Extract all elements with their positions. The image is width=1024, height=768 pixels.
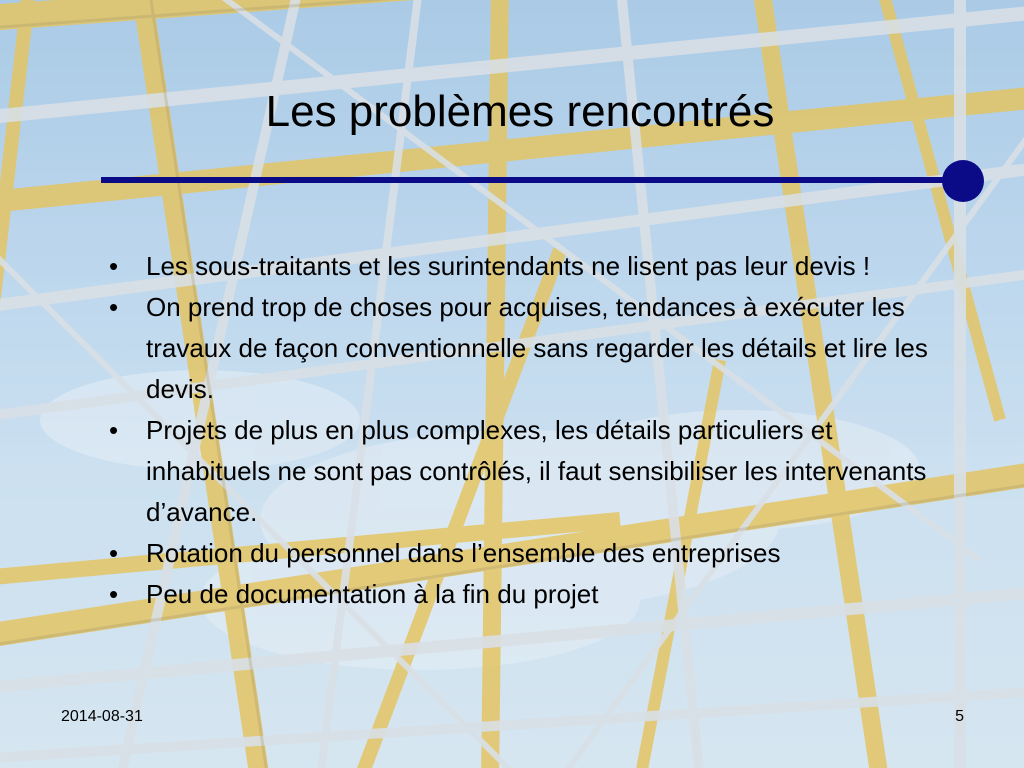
title-underline-dot (942, 160, 984, 202)
bullet-marker: • (109, 251, 119, 281)
slide-title: Les problèmes rencontrés (265, 87, 775, 136)
bullet-text: Rotation du personnel dans l’ensemble des entreprises (146, 538, 781, 568)
bullet-item (104, 574, 934, 615)
bullet-item (104, 287, 934, 410)
bullet-item (104, 410, 934, 533)
bullet-text: Projets de plus en plus complexes, les détails particuliers et inhabituels ne sont pas contrôlés, il faut sensibiliser les intervenants d’avance. (146, 415, 927, 527)
bullet-item (104, 533, 934, 574)
bullet-list (104, 246, 934, 615)
bullet-item (104, 246, 934, 287)
bullet-text: On prend trop de choses pour acquises, tendances à exécuter les travaux de façon conventionnelle sans regarder les détails et lire les devis. (146, 292, 928, 404)
title-underline (101, 177, 961, 183)
page-number: 5 (955, 708, 964, 725)
footer-date: 2014-08-31 (61, 708, 143, 725)
bullet-marker: • (109, 579, 119, 609)
bullet-marker: • (109, 292, 119, 322)
bullet-marker: • (109, 538, 119, 568)
bullet-text: Les sous-traitants et les surintendants ne lisent pas leur devis ! (146, 251, 871, 281)
bullet-text: Peu de documentation à la fin du projet (146, 579, 599, 609)
bullet-marker: • (109, 415, 119, 445)
